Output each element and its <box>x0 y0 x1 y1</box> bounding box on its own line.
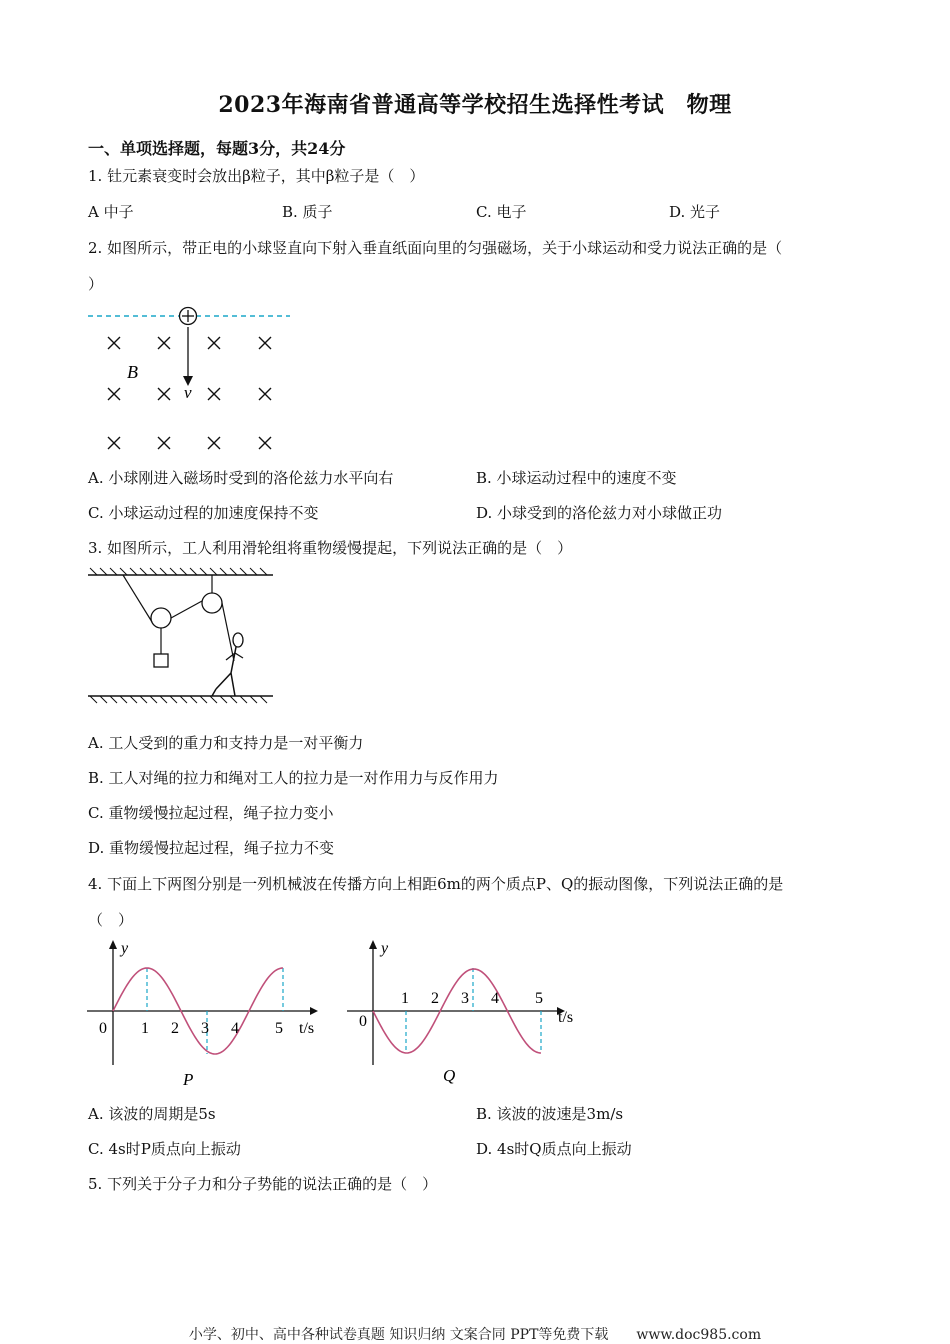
graph-p-tick-3: 3 <box>201 1020 209 1037</box>
graph-p-t-label: t/s <box>299 1020 315 1037</box>
q4-option-c: C. 4s时P质点向上振动 <box>88 1140 241 1158</box>
graph-p-tick-5: 5 <box>275 1020 283 1037</box>
graph-q-tick-1: 1 <box>401 990 409 1007</box>
q3-option-c: C. 重物缓慢拉起过程，绳子拉力变小 <box>88 804 334 822</box>
q4-option-b: B. 该波的波速是3m/s <box>476 1105 624 1123</box>
graph-q-tick-3: 3 <box>461 990 469 1007</box>
graph-q-tick-0: 0 <box>359 1013 367 1030</box>
vibration-graph-q <box>345 935 595 1090</box>
graph-p-y-label: y <box>121 940 129 957</box>
question-2-stem: 2. 如图所示，带正电的小球竖直向下射入垂直纸面向里的匀强磁场，关于小球运动和受力说法正确的是（ <box>88 239 783 257</box>
graph-p-caption: P <box>183 1070 194 1089</box>
q2-option-d: D. 小球受到的洛伦兹力对小球做正功 <box>476 504 723 522</box>
q3-option-a: A. 工人受到的重力和支持力是一对平衡力 <box>88 734 364 752</box>
question-4-stem: 4. 下面上下两图分别是一列机械波在传播方向上相距6m的两个质点P、Q的振动图像，下列说法正确的是 <box>88 875 784 893</box>
q1-option-a: A 中子 <box>88 203 134 221</box>
section-heading: 一、单项选择题，每题3分，共24分 <box>88 139 346 158</box>
magnetic-field-figure <box>85 300 300 460</box>
graph-q-tick-4: 4 <box>491 990 499 1007</box>
graph-q-caption: Q <box>443 1066 456 1085</box>
velocity-label: v <box>184 383 192 402</box>
pulley-system-figure <box>85 565 280 710</box>
graph-p-tick-2: 2 <box>171 1020 179 1037</box>
q1-option-b: B. 质子 <box>282 203 333 221</box>
question-1-stem: 1. 钍元素衰变时会放出β粒子，其中β粒子是（ ） <box>88 167 425 185</box>
graph-p-tick-1: 1 <box>141 1020 149 1037</box>
q2-option-b: B. 小球运动过程中的速度不变 <box>476 469 677 487</box>
graph-p-tick-0: 0 <box>99 1020 107 1037</box>
question-5-stem: 5. 下列关于分子力和分子势能的说法正确的是（ ） <box>88 1175 438 1193</box>
question-4-stem-cont: （ ） <box>88 911 134 929</box>
footer-banner: 小学、初中、高中各种试卷真题 知识归纳 文案合同 PPT等免费下载 www.doc985.com <box>188 1327 762 1343</box>
q4-option-a: A. 该波的周期是5s <box>88 1105 216 1123</box>
graph-q-tick-5: 5 <box>535 990 543 1007</box>
q2-option-c: C. 小球运动过程的加速度保持不变 <box>88 504 319 522</box>
q2-option-a: A. 小球刚进入磁场时受到的洛伦兹力水平向右 <box>88 469 394 487</box>
graph-q-t-label: t/s <box>558 1009 574 1026</box>
page-title: 2023年海南省普通高等学校招生选择性考试 物理 <box>218 92 732 118</box>
q3-option-b: B. 工人对绳的拉力和绳对工人的拉力是一对作用力与反作用力 <box>88 769 499 787</box>
question-2-stem-cont: ） <box>88 275 104 293</box>
graph-q-tick-2: 2 <box>431 990 439 1007</box>
q4-option-d: D. 4s时Q质点向上振动 <box>476 1140 632 1158</box>
q1-option-c: C. 电子 <box>476 203 527 221</box>
q3-option-d: D. 重物缓慢拉起过程，绳子拉力不变 <box>88 839 335 857</box>
graph-q-y-label: y <box>381 940 389 957</box>
graph-p-tick-4: 4 <box>231 1020 239 1037</box>
vibration-graph-p <box>85 935 335 1090</box>
q1-option-d: D. 光子 <box>669 203 721 221</box>
question-3-stem: 3. 如图所示，工人利用滑轮组将重物缓慢提起，下列说法正确的是（ ） <box>88 539 573 557</box>
field-label: B <box>127 362 138 382</box>
